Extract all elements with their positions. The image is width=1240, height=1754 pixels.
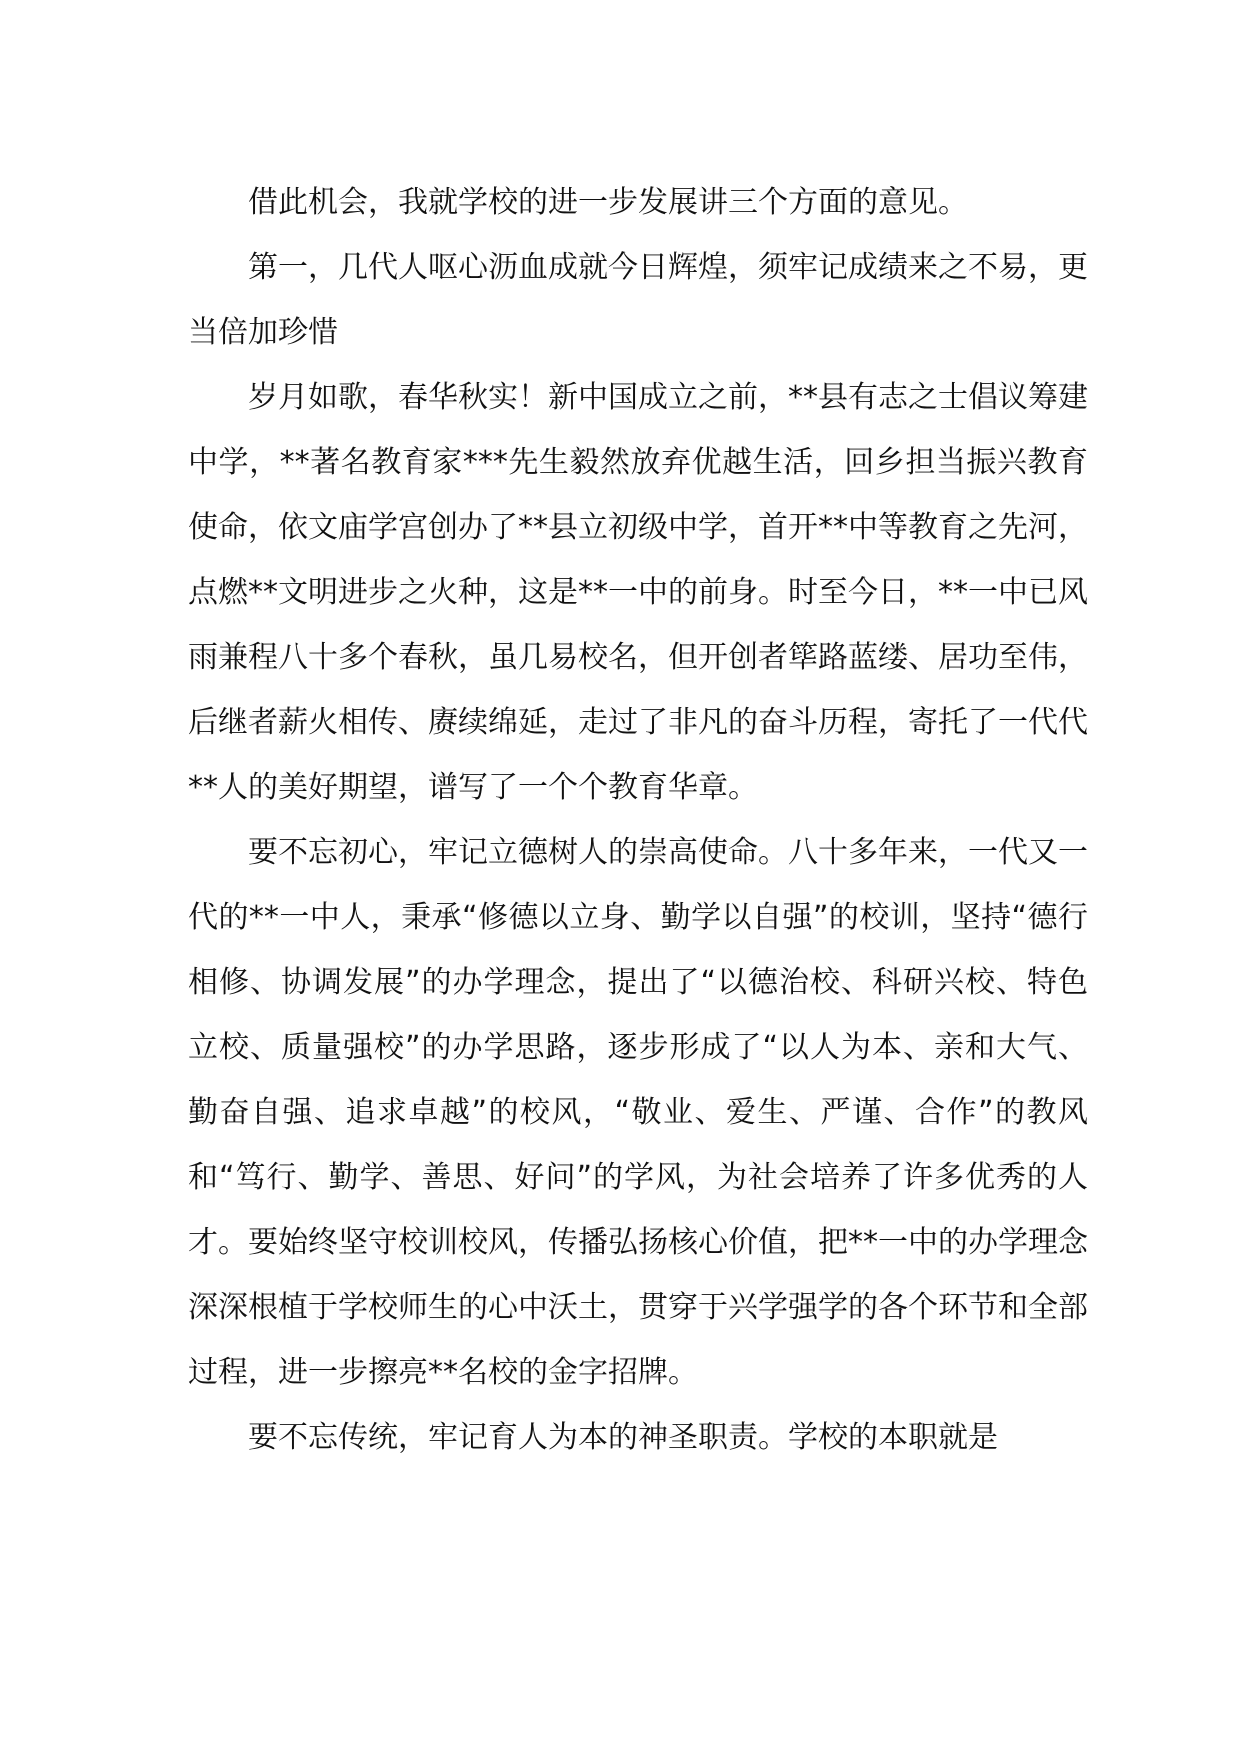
paragraph-tradition: 要不忘传统，牢记育人为本的神圣职责。学校的本职就是 <box>248 1420 998 1455</box>
document-body <box>188 170 1088 1470</box>
paragraph-mission: 要不忘初心，牢记立德树人的崇高使命。八十多年来，一代又一代的**一中人，秉承“修德以立身、勤学以自强”的校训，坚持“德行相修、协调发展”的办学理念，提出了“以德治校、科研兴校、特色立校、质量强校”的办学思路，逐步形成了“以人为本、亲和大气、勤奋自强、追求卓越”的校风，“敬业、爱生、严谨、合作”的教风和“笃行、勤学、善思、好问”的学风，为社会培养了许多优秀的人才。要始终坚守校训校风，传播弘扬核心价值，把**一中的办学理念深深根植于学校师生的心中沃土，贯穿于兴学强学的各个环节和全部过程，进一步擦亮**名校的金字招牌。 <box>188 835 1088 1390</box>
paragraph-intro: 借此机会，我就学校的进一步发展讲三个方面的意见。 <box>248 185 968 220</box>
section-heading-first: 第一，几代人呕心沥血成就今日辉煌，须牢记成绩来之不易，更当倍加珍惜 <box>188 250 1088 350</box>
paragraph-history: 岁月如歌，春华秋实！新中国成立之前，**县有志之士倡议筹建中学，**著名教育家***先生毅然放弃优越生活，回乡担当振兴教育使命，依文庙学宫创办了**县立初级中学，首开**中等教育之先河，点燃**文明进步之火种，这是**一中的前身。时至今日，**一中已风雨兼程八十多个春秋，虽几易校名，但开创者筚路蓝缕、居功至伟，后继者薪火相传、赓续绵延，走过了非凡的奋斗历程，寄托了一代代**人的美好期望，谱写了一个个教育华章。 <box>188 380 1088 805</box>
